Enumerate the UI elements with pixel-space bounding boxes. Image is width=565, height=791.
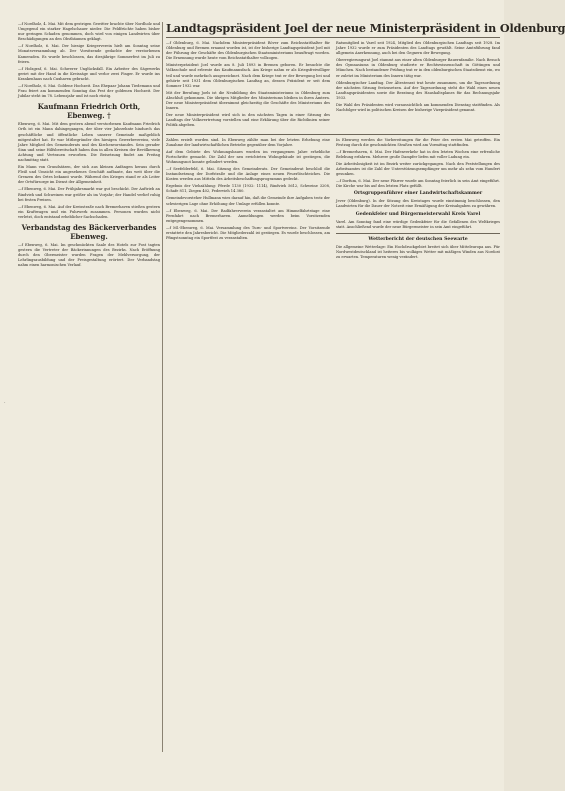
headline-banner: Landtagspräsident Joel der neue Ministerpräsident in Oldenburg xyxy=(166,22,500,38)
article-paragraph: Ratsmitglied in Varel seit 1924, Mitglied des Oldenburgischen Landtags seit 1928. Im Jahre 1932 wurde er zum Präsidenten des Landtags gewählt. Seine Amtsführung fand allgemein Anerkennung, auch bei den Gegnern der Bewegung. xyxy=(336,41,500,56)
article-paragraph: —f Bremerhaven, 6. Mai. Der Hafenverkehr hat in den letzten Wochen eine erfreuliche Belebung erfahren. Mehrere große Dampfer liefen mit voller Ladung ein. xyxy=(336,149,500,159)
article-paragraph: Der neue Ministerpräsident wird sich in den nächsten Tagen in einer Sitzung des Landtags der Volksvertretung vorstellen und eine Erklärung über die Richtlinien seiner Politik abgeben. xyxy=(166,113,330,128)
lower-section xyxy=(166,138,500,263)
article-paragraph: Zahlen erzielt worden sind. In Ebenweg zählte man bei der letzten Erhebung eine Zunahme der landwirtschaftlichen Betriebe gegenüber dem Vorjahre. xyxy=(166,137,330,147)
article-paragraph: —f Ebenweg, 6. Mai. Der Radfahrerverein veranstaltet am Himmelfahrtstage eine Fernfahrt nach Bremerhaven. Anmeldungen werden beim Vorsitzenden entgegengenommen. xyxy=(166,208,330,223)
section-heading: Ortsgruppenführer einer Landwirtschaftskammer xyxy=(353,191,483,197)
section-rule xyxy=(336,233,500,234)
article-paragraph: Mit der Berufung Joels ist die Neubildung des Staatsministeriums in Oldenburg zum Abschluß gekommen. Die übrigen Mitglieder des Ministeriums bleiben in ihren Ämtern. Der neue Ministerpräsident übernimmt gleichzeitig die Geschäfte des Ministeriums des Innern. xyxy=(166,90,330,111)
column-divider xyxy=(162,22,163,752)
article-paragraph: —f Ebenweg, 6. Mai. Auf der Kreisstraße nach Bremerhaven stießen gestern ein Kraftwagen und ein Fuhrwerk zusammen. Personen wurden nicht verletzt, doch entstand erheblicher Sachschaden. xyxy=(18,204,160,219)
section-heading: Kaufmann Friedrich Orth, Ebenweg. † xyxy=(37,102,141,121)
margin-mark: · xyxy=(4,400,6,406)
article-paragraph: Ebenweg, 6. Mai. Mit dem gestern abend verstorbenen Kaufmann Friedrich Orth ist ein Mann dahingegangen, der über vier Jahrzehnte hindurch das geschäftliche und öffentliche Leben unserer Gemeinde maßgeblich mitgestaltet hat. Er war Mitbegründer des hiesigen Gewerbevereins, viele Jahre Mitglied des Gemeinderats und des Kirchenvorstandes. Sein gerader Sinn und seine Hilfsbereitschaft haben ihm in allen Kreisen der Bevölkerung Achtung und Vertrauen erworben. Die Beisetzung findet am Freitag nachmittag statt. xyxy=(18,122,160,162)
article-paragraph: —f Ml.-Ebenweg, 6. Mai. Versammlung des Turn- und Sportvereins. Der Vorsitzende erstattete den Jahresbericht. Die Mitgliederzahl ist gestiegen. Es wurde beschlossen, am Pfingstsonntag ein Sportfest zu veranstalten. xyxy=(166,225,330,241)
article-paragraph: —f Nordholz, 6. Mai. Goldene Hochzeit. Das Ehepaar Johann Tiedemann und Frau feiert am kommenden Sonntag das Fest der goldenen Hochzeit. Der Jubilar steht im 78. Lebensjahr und ist noch rüstig. xyxy=(18,84,160,99)
article-paragraph: —f Oldenburg, 6. Mai. Nachdem Ministerpräsident Röver zum Reichsstatthalter für Oldenburg und Bremen ernannt worden ist, ist der bisherige Landtagspräsident Joel mit der Führung der Geschäfte des Oldenburgischen Staatsministeriums beauftragt worden. Die Ernennung wurde heute vom Reichsstatthalter vollzogen. xyxy=(166,41,330,61)
article-paragraph: Auf dem Gebiete des Wohnungsbaues wurden im vergangenen Jahre erhebliche Fortschritte gemacht. Die Zahl der neu errichteten Wohngebäude ist gestiegen, die Wohnungsnot konnte gelindert werden. xyxy=(166,149,330,164)
lead-story-right xyxy=(336,41,500,131)
article-paragraph: Ergebnis der Viehzählung: Pferde 1130 (1932: 1114), Rindvieh 5612, Schweine 3208, Schafe 811, Ziegen 402, Federvieh 14 380. xyxy=(166,184,330,194)
article-paragraph: Ministerpräsident Joel wurde am 8. Juli 1893 in Bremen geboren. Er besuchte die Volksschule und erlernte das Kaufmannsfach. Am Kriege nahm er als Kriegsfreiwilliger teil und wurde mehrfach ausgezeichnet. Nach dem Kriege trat er der Bewegung bei und gehörte seit 1931 dem Oldenburgischen Landtag an, dessen Präsident er seit dem Sommer 1932 war. xyxy=(166,63,330,88)
article-paragraph: —f Ebenweg, 6. Mai. Der Frühjahrsmarkt war gut beschickt. Der Auftrieb an Rindvieh und Schweinen war größer als im Vorjahr; der Handel verlief ruhig bei festen Preisen. xyxy=(18,187,160,202)
section-rule xyxy=(166,134,500,135)
article-paragraph: Die Arbeitslosigkeit ist im Bezirk weiter zurückgegangen. Nach den Feststellungen des Arbeitsamtes ist die Zahl der Unterstützungsempfänger um mehr als zehn vom Hundert gesunken. xyxy=(336,161,500,177)
article-paragraph: —f Ebenweg, 6. Mai. Im geschmückten Saale des Hotels zur Post tagten gestern die Vertreter der Bäckerinnungen des Bezirks. Nach Eröffnung durch den Obermeister wurden Fragen der Mehlversorgung, der Lehrlingsausbildung und der Preisgestaltung erörtert. Der Verbandstag nahm einen harmonischen Verlauf. xyxy=(18,243,160,268)
main-news-region xyxy=(166,21,565,772)
article-paragraph: Jever (Oldenburg). In der Sitzung des Kreistages wurde einstimmig beschlossen, den Landwirten für die Dauer der Notzeit eine Ermäßigung der Kreisabgaben zu gewähren. xyxy=(336,199,500,209)
article-paragraph: —f Nordholz, 4. Mai. Mit dem gestrigen Gewitter brachte über Nordholz und Umgegend ein starker Hagelschauer nieder. Die Feldfrüchte haben bisher nur geringen Schaden genommen, doch wird von einigen Landwirten über Beschädigungen an den Obstbäumen geklagt. xyxy=(18,22,160,42)
article-paragraph: Ein Mann von Grundsätzen, der sich aus kleinen Anfängen heraus durch Fleiß und Umsicht ein angesehenes Geschäft aufbaute, das weit über die Grenzen des Ortes bekannt wurde. Während des Krieges stand er als Leiter der Ortsfürsorge im Dienst der Allgemeinheit. xyxy=(18,165,160,185)
section-heading: Verbandstag des Bäckerverbandes Ebenweg. xyxy=(21,223,157,241)
weather-report: Die allgemeine Wetterlage: Ein Hochdruckgebiet breitet sich über Mitteleuropa aus. Für Nordwestdeutschland ist heiteres bis wolkiges Wetter mit mäßigen Winden aus Nordost zu erwarten. Temperaturen wenig verändert. xyxy=(336,244,500,259)
lower-left xyxy=(166,138,330,263)
article-paragraph: —f Nordholz, 6. Mai. Der hiesige Kriegerverein hielt am Sonntag seine Monatsversammlung ab. Der Vorsitzende gedachte der verstorbenen Kameraden. Es wurde beschlossen, das diesjährige Sommerfest im Juli zu feiern. xyxy=(18,44,160,64)
article-paragraph: In Ebenweg werden die Vorbereitungen für die Feier des ersten Mai getroffen. Ein Festzug durch die geschmückten Straßen wird am Vormittag stattfinden. xyxy=(336,137,500,147)
weather-heading: Wetterbericht der deutschen Seewarte xyxy=(368,236,468,242)
article-paragraph: —f Dorfum, 6. Mai. Der neue Pfarrer wurde am Sonntag feierlich in sein Amt eingeführt. Die Kirche war bis auf den letzten Platz gefüllt. xyxy=(336,179,500,189)
article-paragraph: —f Seefelderfeld, 6. Mai. Sitzung des Gemeinderats. Der Gemeinderat beschloß die Instandsetzung der Dorfstraße und die Anlage eines neuen Feuerlöschteiches. Die Kosten werden aus Mitteln des Arbeitsbeschaffungsprogramms gedeckt. xyxy=(166,166,330,182)
article-paragraph: Oldenburgischer Landtag. Der Ältestenrat trat heute zusammen, um die Tagesordnung der nächsten Sitzung festzusetzen. Auf der Tagesordnung steht die Wahl eines neuen Landtagspräsidenten sowie die Beratung des Haushaltsplanes für das Rechnungsjahr 1933. xyxy=(336,80,500,100)
left-news-column xyxy=(18,22,160,772)
article-paragraph: —f Holzgraf, 6. Mai. Schwerer Unglücksfall. Ein Arbeiter des Sägewerks geriet mit der Hand in die Kreissäge und verlor zwei Finger. Er wurde ins Krankenhaus nach Cuxhaven gebracht. xyxy=(18,66,160,81)
article-paragraph: Varel. Am Sonntag fand eine würdige Gedenkfeier für die Gefallenen des Weltkrieges statt. Anschließend wurde der neue Bürgermeister in sein Amt eingeführt. xyxy=(336,219,500,229)
lead-story-left xyxy=(166,41,330,131)
article-paragraph: Gemeindevorsteher Hullmann wies darauf hin, daß die Gemeinde ihre Aufgaben trotz der schwierigen Lage ohne Erhöhung der Umlage erfüllen konnte. xyxy=(166,196,330,206)
lower-right xyxy=(336,138,500,263)
article-paragraph: Die Wahl des Präsidenten wird voraussichtlich am kommenden Dienstag stattfinden. Als Nachfolger wird in politischen Kreisen der bisherige Vizepräsident genannt. xyxy=(336,103,500,113)
section-heading: Gedenkfeier und Bürgermeisterwahl Kreis Varel xyxy=(355,211,481,217)
lead-story xyxy=(166,41,500,131)
article-paragraph: Oberregierungsrat Joel stammt aus einer alten Oldenburger Bauernfamilie. Nach Besuch des Gymnasiums in Oldenburg studierte er Rechtswissenschaft in Göttingen und München. Nach bestandener Prüfung trat er in den oldenburgischen Staatsdienst ein, wo er zuletzt im Ministerium des Innern tätig war. xyxy=(336,58,500,78)
